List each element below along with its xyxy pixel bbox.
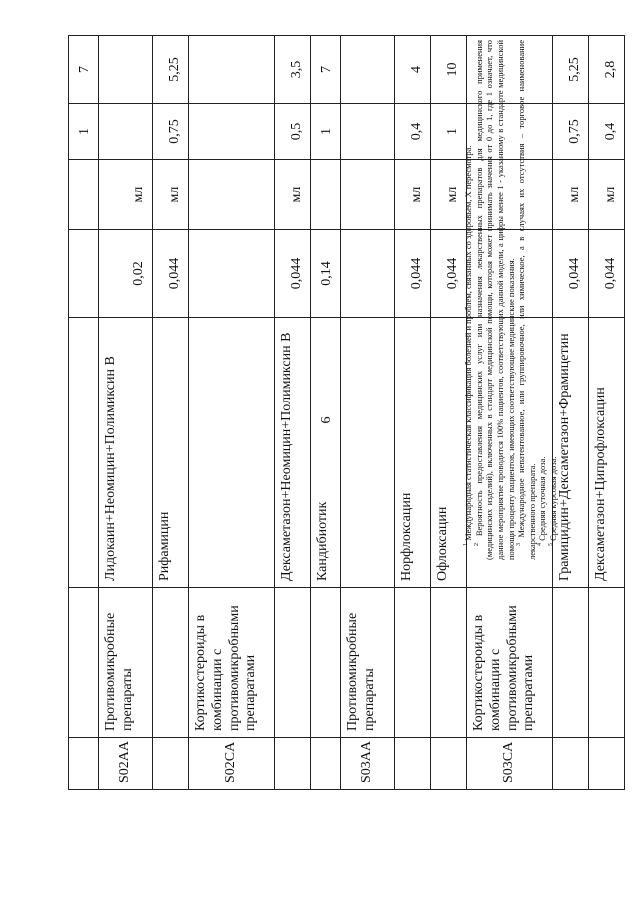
atc-code-cell: S03CA xyxy=(467,738,553,790)
unit-cell xyxy=(69,160,99,230)
footnotes xyxy=(463,40,559,560)
group-name-cell xyxy=(553,588,589,738)
frequency-cell: 0,5 xyxy=(275,104,311,160)
course-dose-cell: 4 xyxy=(395,36,431,104)
drug-name-cell: Дексаметазон+Ципрофлоксацин xyxy=(589,318,625,588)
daily-dose-value-cell: 0,044 xyxy=(589,230,625,318)
frequency-cell: 0,4 xyxy=(589,104,625,160)
footnote-5: $^5$ Средняя курсовая доза. xyxy=(548,456,558,546)
course-dose-cell xyxy=(189,36,275,104)
drug-name-cell xyxy=(69,318,99,588)
drug-name-cell: Грамицидин+Дексаметазон+Фрамицетин xyxy=(553,318,589,588)
unit-cell xyxy=(189,160,275,230)
frequency-cell: 1 xyxy=(311,104,341,160)
course-dose-cell: 7 xyxy=(311,36,341,104)
drug-name-cell xyxy=(189,318,275,588)
course-dose-cell xyxy=(341,36,395,104)
course-dose-cell: 2,8 xyxy=(589,36,625,104)
atc-code-cell xyxy=(275,738,311,790)
table-row xyxy=(341,36,395,790)
daily-dose-value-cell: 0,044 xyxy=(431,230,467,318)
unit-cell xyxy=(311,160,341,230)
atc-code-cell xyxy=(153,738,189,790)
frequency-cell: 0,75 xyxy=(553,104,589,160)
atc-code-cell: S03AA xyxy=(341,738,395,790)
frequency-cell xyxy=(189,104,275,160)
frequency-cell: 1 xyxy=(431,104,467,160)
drug-name-cell: Рифамицин xyxy=(153,318,189,588)
daily-dose-value-cell xyxy=(341,230,395,318)
daily-dose-value-cell: 0,044 xyxy=(553,230,589,318)
table-row xyxy=(431,36,467,790)
unit-cell: мл xyxy=(99,160,153,230)
course-dose-cell: 5,25 xyxy=(153,36,189,104)
group-name-cell: Противомикробные препараты xyxy=(341,588,395,738)
atc-code-cell xyxy=(553,738,589,790)
daily-dose-value-cell: 0,044 xyxy=(153,230,189,318)
atc-code-cell xyxy=(431,738,467,790)
daily-dose-value-cell: 0,14 xyxy=(311,230,341,318)
frequency-cell xyxy=(99,104,153,160)
drug-name-cell: Лидокаин+Неомицин+Полимиксин В xyxy=(99,318,153,588)
unit-cell: мл xyxy=(589,160,625,230)
frequency-cell: 1 xyxy=(69,104,99,160)
frequency-cell: 0,4 xyxy=(395,104,431,160)
unit-cell: мл xyxy=(395,160,431,230)
table-row xyxy=(395,36,431,790)
footnote-4: $^4$ Средняя суточная доза. xyxy=(537,456,548,546)
unit-cell: мл xyxy=(553,160,589,230)
group-name-cell: Противомикробные препараты xyxy=(99,588,153,738)
daily-dose-value-cell: 0,044 xyxy=(395,230,431,318)
table-row xyxy=(99,36,153,790)
footnote-3: $^3$ Международное непатентованное, или группировочное, или химическое, а в случаях их отсутствия – торговое наименование лекарственного препарата. xyxy=(516,39,537,560)
table-row xyxy=(311,36,341,790)
course-dose-cell: 3,5 xyxy=(275,36,311,104)
group-name-cell xyxy=(395,588,431,738)
group-name-cell xyxy=(311,588,341,738)
course-dose-cell xyxy=(99,36,153,104)
table-row xyxy=(275,36,311,790)
atc-code-cell: S02AA xyxy=(99,738,153,790)
unit-cell: мл xyxy=(153,160,189,230)
frequency-cell: 0,75 xyxy=(153,104,189,160)
atc-code-cell: S02CA xyxy=(189,738,275,790)
table-row xyxy=(153,36,189,790)
drug-name-cell: Норфлоксацин xyxy=(395,318,431,588)
group-name-cell xyxy=(153,588,189,738)
atc-code-cell xyxy=(395,738,431,790)
unit-cell xyxy=(341,160,395,230)
atc-code-cell xyxy=(589,738,625,790)
unit-cell: мл xyxy=(275,160,311,230)
group-name-cell xyxy=(275,588,311,738)
atc-code-cell xyxy=(69,738,99,790)
daily-dose-value-cell: 0,044 xyxy=(275,230,311,318)
drug-name-cell: Кандибиотик xyxy=(311,318,341,588)
group-name-cell: Кортикостероиды в комбинации с противомикробными препаратами xyxy=(189,588,275,738)
daily-dose-value-cell xyxy=(189,230,275,318)
drug-name-cell xyxy=(341,318,395,588)
atc-code-cell xyxy=(311,738,341,790)
course-dose-cell: 5,25 xyxy=(553,36,589,104)
table-row xyxy=(189,36,275,790)
drug-name-cell: Дексаметазон+Неомицин+Полимиксин В xyxy=(275,318,311,588)
group-name-cell xyxy=(431,588,467,738)
footnote-1: $^1$ Международная статистическая классификация болезней и проблем, связанных со здоровьем, X пересмотра. xyxy=(463,145,473,546)
daily-dose-value-cell: 0,02 xyxy=(99,230,153,318)
table-row xyxy=(589,36,625,790)
group-name-cell xyxy=(69,588,99,738)
group-name-cell: Кортикостероиды в комбинации с противомикробными препаратами xyxy=(467,588,553,738)
footnote-2: $^2$ Вероятность предоставления медицинских услуг или назначения лекарственных препаратов для медицинского применения (медицинских изделий), включенных в стандарт медицинской помощи, которая может принимать значения от 0 до 1, где 1 означает, что данное мероприятие проводится 100% пациентов, соответствующих данной модели, а цифры менее 1 - указанному в стандарте медицинской помощи проценту пациентов, имеющих соответствующие медицинские показания. xyxy=(473,39,516,560)
table-row xyxy=(69,36,99,790)
course-dose-cell: 7 xyxy=(69,36,99,104)
course-dose-cell: 10 xyxy=(431,36,467,104)
drug-name-cell: Офлоксацин xyxy=(431,318,467,588)
daily-dose-value-cell xyxy=(69,230,99,318)
frequency-cell xyxy=(341,104,395,160)
group-name-cell xyxy=(589,588,625,738)
unit-cell: мл xyxy=(431,160,467,230)
page-number: 6 xyxy=(319,416,334,424)
